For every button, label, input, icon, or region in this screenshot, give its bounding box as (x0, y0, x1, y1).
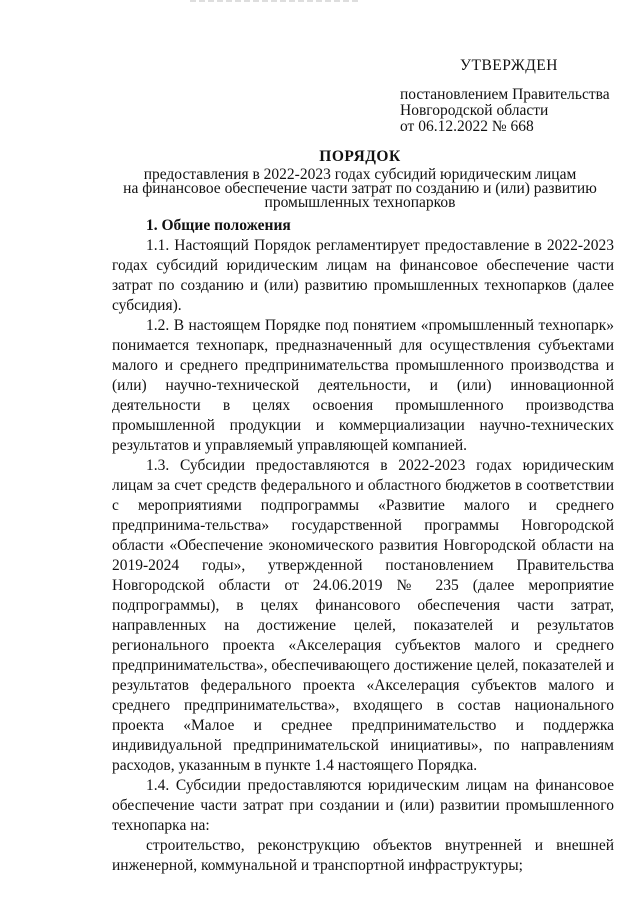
approval-line-3: от 06.12.2022 № 668 (400, 118, 534, 135)
paragraph-1-4-item: строительство, реконструкцию объектов внутренней и внешней инженерной, коммунальной и транспортной инфраструктуры; (112, 837, 614, 874)
section-heading: 1. Общие положения (146, 217, 291, 234)
subtitle-line-3: промышленных технопарков (264, 194, 456, 211)
subtitle-line-1: предоставления в 2022-2023 годах субсидий юридическим лицам (143, 166, 577, 183)
paragraph-1-2: 1.2. В настоящем Порядке под понятием «промышленный технопарк» понимается технопарк, предназначенный для осуществления субъектами малого и среднего предпринимательства промышленного производства и (или) научно-технической деятельности, и (или) инновационной деятельности в целях освоения промышленного производства промышленной продукции и коммерциализации научно-технических результатов и управляемый управляющей компанией. (112, 317, 614, 454)
document-subtitle (100, 168, 620, 210)
subtitle-line-2: на финансовое обеспечение части затрат по созданию и (или) развитию (123, 180, 597, 197)
scan-artifact-line (190, 0, 360, 2)
approval-line-2: Новгородской области (400, 102, 549, 119)
approval-block (400, 58, 630, 135)
approval-line-1: постановлением Правительства (400, 86, 610, 103)
paragraph-1-1: 1.1. Настоящий Порядок регламентирует предоставление в 2022-2023 годах субсидий юридическим лицам на финансовое обеспечение части затрат по созданию и (или) развитию промышленных технопарков (далее субсидия). (112, 237, 614, 314)
paragraph-1-4: 1.4. Субсидии предоставляются юридическим лицам на финансовое обеспечение части затрат при создании и (или) развитии промышленного технопарка на: (112, 777, 614, 834)
document-body (112, 216, 614, 876)
document-title: ПОРЯДОК (319, 148, 401, 165)
approval-title: УТВЕРЖДЕН (460, 57, 558, 74)
paragraph-1-3: 1.3. Субсидии предоставляются в 2022-2023 годах юридическим лицам за счет средств федерального и областного бюджетов в соответствии с мероприятиями подпрограммы «Развитие малого и среднего предпринима-тельства» государственной программы Новгородской области «Обеспечение экономического развития Новгородской области на 2019-2024 годы», утвержденной постановлением Правительства Новгородской области от 24.06.2019 № 235 (далее мероприятие подпрограммы), в целях финансового обеспечения части затрат, направленных на достижение целей, показателей и результатов регионального проекта «Акселерация субъектов малого и среднего предпринимательства», обеспечивающего достижение целей, показателей и результатов федерального проекта «Акселерация субъектов малого и среднего предпринимательства», входящего в состав национального проекта «Малое и среднее предпринимательство и поддержка индивидуальной предпринимательской инициативы», по направлениям расходов, указанным в пункте 1.4 настоящего Порядка. (112, 457, 614, 774)
